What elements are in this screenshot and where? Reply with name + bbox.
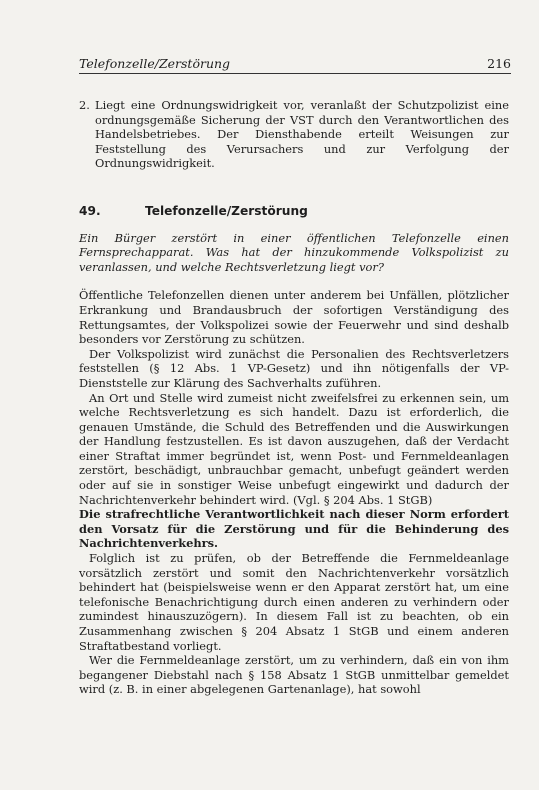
page-number: 216 xyxy=(487,56,511,71)
section-heading xyxy=(79,204,509,219)
header-rule xyxy=(79,73,511,74)
paragraph-2: Der Volkspolizist wird zunächst die Personalien des Rechtsverletzers feststellen (§ 12 Abs. 1 VP-Gesetz) und ihn nötigenfalls der VP-Dienststelle zur Klärung des Sachverhalts zuführen. xyxy=(79,346,509,390)
paragraph-3: An Ort und Stelle wird zumeist nicht zweifelsfrei zu erkennen sein, um welche Rechtsverletzung es sich handelt. Dazu ist erforderlich, die genauen Umstände, die Schuld des Betreffenden und die Auswirkungen der Handlung festzustellen. Es ist davon auszugehen, daß der Verdacht einer Straftat immer begründet ist, wenn Post- und Fernmeldeanlagen zerstört, beschädigt, unbrauchbar gemacht, unbefugt geändert werden oder auf sie in sonstiger Weise unbefugt eingewirkt und dadurch der Nachrichtenverkehr behindert wird. (Vgl. § 204 Abs. 1 StGB) xyxy=(79,390,509,507)
case-question: Ein Bürger zerstört in einer öffentlichen Telefonzelle einen Fernsprechapparat. Was hat der hinzukommende Volkspolizist zu veranlassen, und welche Rechtsverletzung liegt vor? xyxy=(79,230,509,274)
running-title: Telefonzelle/Zerstörung xyxy=(79,56,231,71)
paragraph-6: Wer die Fernmeldeanlage zerstört, um zu verhindern, daß ein von ihm begangener Diebstahl nach § 158 Absatz 1 StGB unmittelbar gemeldet wird (z. B. in einer abgelegenen Gartenanlage), hat sowohl xyxy=(79,653,509,697)
list-item xyxy=(79,98,509,171)
list-item-number: 2. xyxy=(79,98,90,112)
paragraph-1: Öffentliche Telefonzellen dienen unter anderem bei Unfällen, plötzlicher Erkrankung und Brandausbruch der sofortigen Verständigung des Rettungsamtes, der Volkspolizei sowie der Feuerwehr und sind deshalb besonders vor Zerstörung zu schützen. xyxy=(79,288,509,347)
paragraph-4-emphasis: Die strafrechtliche Verantwortlichkeit nach dieser Norm erfordert den Vorsatz für die Zerstörung und für die Behinderung des Nachrichtenverkehrs. xyxy=(79,507,509,551)
paragraph-5: Folglich ist zu prüfen, ob der Betreffende die Fernmeldeanlage vorsätzlich zerstört und somit den Nachrichtenverkehr vorsätzlich behindert hat (beispielsweise wenn er den Apparat zerstört hat, um eine telefonische Benachrichtigung durch einen anderen zu verhindern oder zumindest hinauszuzögern). In diesem Fall ist zu beachten, ob ein Zusammenhang zwischen § 204 Absatz 1 StGB und einem anderen Straftatbestand vorliegt. xyxy=(79,551,509,653)
page-body xyxy=(79,98,509,697)
section-title: Telefonzelle/Zerstörung xyxy=(145,203,308,218)
section-number: 49. xyxy=(79,203,101,218)
list-item-text: Liegt eine Ordnungswidrigkeit vor, veranlaßt der Schutzpolizist eine ordnungsgemäße Sicherung der VST durch den Verantwortlichen des Handelsbetriebes. Der Diensthabende erteilt Weisungen zur Feststellung des Verursachers und zur Verfolgung der Ordnungswidrigkeit. xyxy=(95,98,509,171)
running-header xyxy=(79,53,511,71)
